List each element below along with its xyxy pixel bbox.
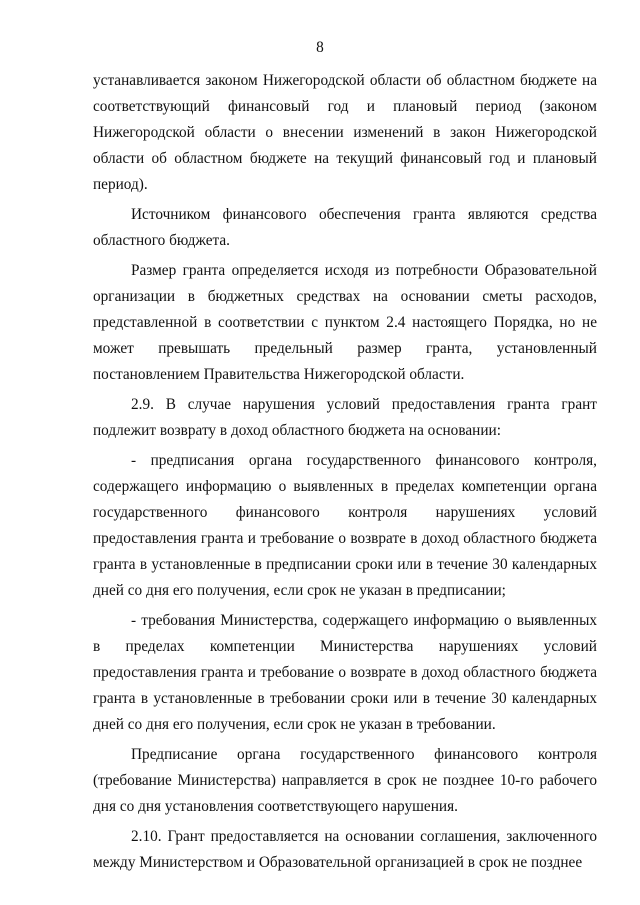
paragraph-ministry-requirement: - требования Министерства, содержащего информацию о выявленных в пределах компетенции Министерства нарушениях условий предоставления гранта и требование о возврате в доход областного бюджета гранта в установленные в требовании сроки или в течение 30 календарных дней со дня его получения, если срок не указан в требовании. <box>93 612 597 733</box>
document-body <box>93 68 597 876</box>
page-number: 8 <box>316 39 324 56</box>
paragraph-deadline: Предписание органа государственного финансового контроля (требование Министерства) направляется в срок не позднее 10-го рабочего дня со дня установления соответствующего нарушения. <box>93 746 597 815</box>
paragraph-funding-source: Источником финансового обеспечения гранта являются средства областного бюджета. <box>93 206 597 249</box>
paragraph-continuation: устанавливается законом Нижегородской области об областном бюджете на соответствующий финансовый год и плановый период (законом Нижегородской области о внесении изменений в закон Нижегородской области об областном бюджете на текущий финансовый год и плановый период). <box>93 72 597 193</box>
paragraph-prescription: - предписания органа государственного финансового контроля, содержащего информацию о выявленных в пределах компетенции органа государственного финансового контроля нарушениях условий предоставления гранта и требование о возврате в доход областного бюджета гранта в установленные в предписании сроки или в течение 30 календарных дней со дня его получения, если срок не указан в предписании; <box>93 452 597 599</box>
paragraph-grant-size: Размер гранта определяется исходя из потребности Образовательной организации в бюджетных средствах на основании сметы расходов, представленной в соответствии с пунктом 2.4 настоящего Порядка, но не может превышать предельный размер гранта, установленный постановлением Правительства Нижегородской области. <box>93 262 597 383</box>
paragraph-2-9: 2.9. В случае нарушения условий предоставления гранта грант подлежит возврату в доход областного бюджета на основании: <box>93 396 597 439</box>
paragraph-2-10: 2.10. Грант предоставляется на основании соглашения, заключенного между Министерством и Образовательной организацией в срок не позднее <box>93 828 597 871</box>
